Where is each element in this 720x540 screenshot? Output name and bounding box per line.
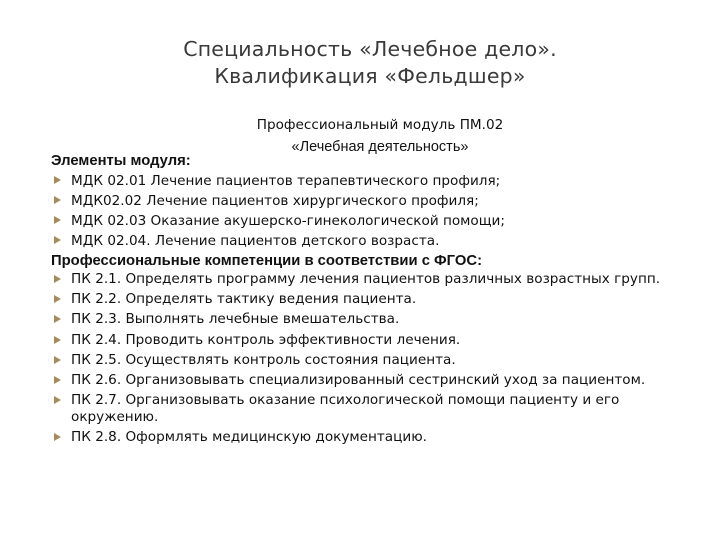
list-item [51, 211, 691, 231]
title-line-specialty: Специальность «Лечебное дело». [183, 37, 557, 61]
module-code: Профессиональный модуль ПМ.02 [256, 117, 504, 133]
list-item-text: ПК 2.4. Проводить контроль эффективности лечения. [71, 331, 461, 348]
competencies-heading: Профессиональные компетенции в соответствии с ФГОС: [51, 253, 482, 269]
list-item [51, 171, 691, 191]
list-item-text: МДК 02.03 Оказание акушерско-гинекологической помощи; [71, 213, 505, 229]
slide-title [150, 36, 590, 90]
list-item [51, 392, 691, 425]
triangle-bullet-icon [54, 433, 61, 441]
list-item [51, 311, 691, 328]
triangle-bullet-icon [54, 196, 61, 204]
slide-content [51, 151, 691, 449]
list-item [51, 231, 691, 251]
list-item-text: ПК 2.3. Выполнять лечебные вмешательства. [71, 311, 400, 328]
module-name: «Лечебная деятельность» [291, 139, 469, 155]
list-item [51, 191, 691, 211]
list-item [51, 332, 691, 349]
triangle-bullet-icon [54, 356, 61, 364]
triangle-bullet-icon [54, 236, 61, 244]
list-item-text: ПК 2.2. Определять тактику ведения пациента. [71, 291, 417, 308]
competencies-list [51, 271, 691, 446]
list-item-text: ПК 2.6. Организовывать специализированный сестринский уход за пациентом. [71, 371, 646, 388]
triangle-bullet-icon [54, 315, 61, 323]
triangle-bullet-icon [54, 216, 61, 224]
list-item [51, 372, 691, 389]
triangle-bullet-icon [54, 275, 61, 283]
title-line-qualification: Квалификация «Фельдшер» [214, 64, 526, 88]
triangle-bullet-icon [54, 336, 61, 344]
list-item-text: ПК 2.7. Организовывать оказание психологической помощи пациенту и его окружению. [71, 392, 620, 425]
list-item [51, 352, 691, 369]
list-item [51, 291, 691, 308]
list-item-text: МДК02.02 Лечение пациентов хирургического профиля; [71, 193, 479, 209]
list-item [51, 271, 691, 288]
elements-heading: Элементы модуля: [51, 153, 191, 169]
triangle-bullet-icon [54, 396, 61, 404]
list-item-text: МДК 02.04. Лечение пациентов детского возраста. [71, 233, 440, 249]
triangle-bullet-icon [54, 295, 61, 303]
triangle-bullet-icon [54, 176, 61, 184]
triangle-bullet-icon [54, 376, 61, 384]
list-item-text: ПК 2.1. Определять программу лечения пациентов различных возрастных групп. [71, 271, 661, 287]
list-item-text: ПК 2.5. Осуществлять контроль состояния пациента. [71, 351, 456, 368]
list-item [51, 429, 691, 446]
elements-list [51, 171, 691, 251]
list-item-text: МДК 02.01 Лечение пациентов терапевтического профиля; [71, 173, 501, 189]
list-item-text: ПК 2.8. Оформлять медицинскую документацию. [71, 428, 427, 445]
